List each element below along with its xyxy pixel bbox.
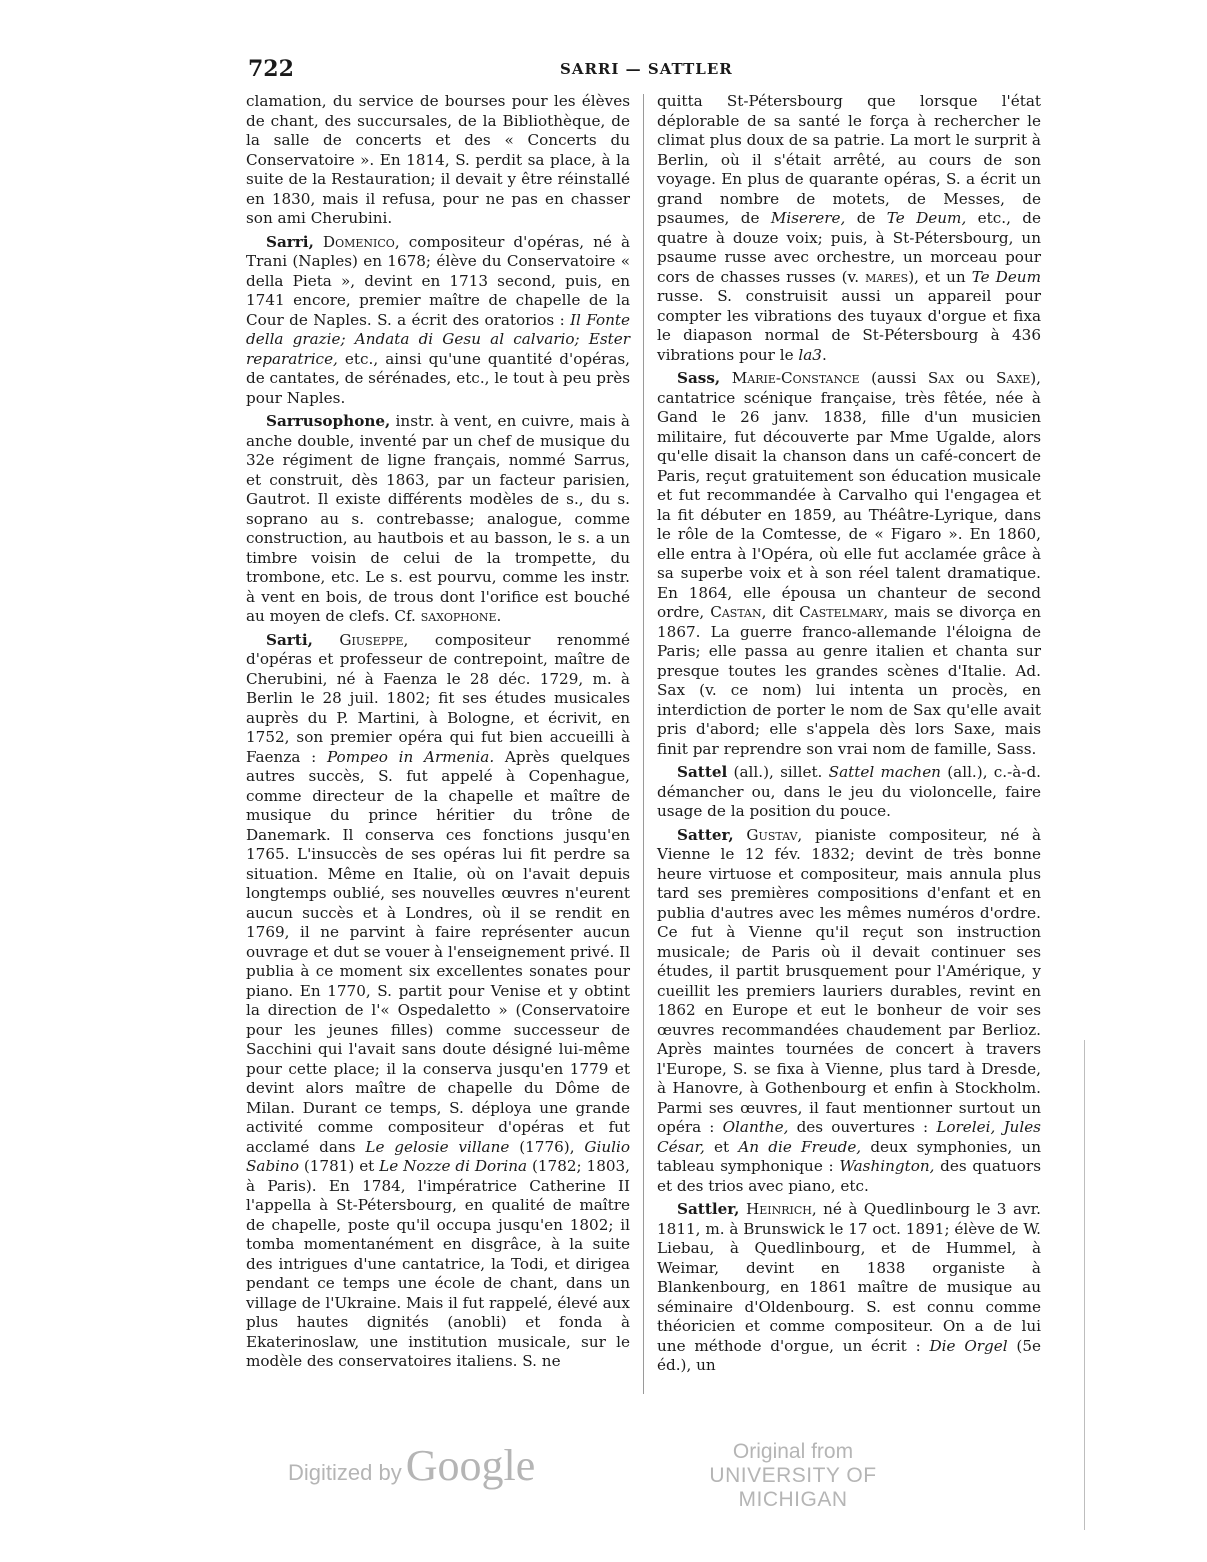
work-title: Washington, (839, 1157, 935, 1175)
running-head: SARRI — SATTLER (560, 60, 733, 78)
term: Sattel machen (828, 763, 941, 781)
entry-text: compositeur d'opéras, né à Trani (Naples) en 1678; élève du Conservatoire « della Pieta », devint en 1713 second, puis, en 1741 encore, premier maître de chapelle de la Cour de Naples. S. a écrit des oratorios : (246, 232, 631, 329)
entry-text: (1781) et (298, 1157, 380, 1175)
right-column (657, 92, 1041, 1380)
work-title: An die Freude, (738, 1137, 862, 1156)
headword: Sarrusophone, (266, 412, 391, 430)
entry-text: , dit (761, 603, 800, 621)
entry-text: pianiste compositeur, né à Vienne le 12 fév. 1832; devint de très bonne heure virtuose et compositeur, mais annula plus tard ses premières compositions d'enfant et en publia d'autres avec les mêmes numéros d'ordre. Ce fut à Vienne qu'il reçut son instruction musicale; de Paris où il devait continuer ses études, il partit brusquement pour l'Amérique, y cueillit les premiers lauriers durables, revint en 1862 en Europe et eut le bonheur de voir ses œuvres recommandées chaudement par Berlioz. Après maintes tournées de concert à travers l'Europe, S. se fixa à Vienne, plus tard à Dresde, à Hanovre, à Gothenbourg et enfin à Stockholm. Parmi ses œuvres, il faut mentionner surtout un opéra : (657, 825, 1042, 1136)
entry-text: (1782; 1803, à Paris). En 1784, l'impératrice Catherine II l'appella à St-Pétersbourg, en qualité de maître de chapelle, poste qu'il occupa jusqu'en 1802; il tomba momentanément en disgrâce, à la suite des intrigues d'une cantatrice, la Todi, et dirigea pendant ce temps une école de chant, dans un village de l'Ukraine. Mais il fut rappelé, élevé aux plus hautes dignités (anobli) et fonda à Ekaterinoslaw, une institution musicale, sur le modèle des conservatoires italiens. S. ne (246, 1157, 631, 1370)
original-from-watermark (668, 1440, 918, 1512)
headword: Sattel (677, 763, 728, 781)
headword: Sarri, (266, 232, 314, 251)
entry-text: etc., ainsi qu'une quantité d'opéras, de cantates, de sérénades, etc., le tout à peu près pour Naples. (246, 349, 630, 407)
entry-text: compositeur renommé d'opéras et professeur de contrepoint, maître de Cherubini, né à Faenza le 28 déc. 1729, m. à Berlin le 28 juil. 1802; fit ses études musicales auprès du P. Martini, à Bologne, et écrivit, en 1752, son premier opéra qui fut bien accueilli à Faenza : (246, 630, 630, 766)
first-name: Heinrich, (745, 1200, 817, 1218)
continued-paragraph (657, 92, 1041, 365)
entry-satter (657, 826, 1041, 1197)
cross-reference: mares (865, 267, 909, 286)
entry-text: , mais se divorça en 1867. La guerre franco-allemande l'éloigna de Paris; elle passa au genre italien et chanta sur presque toutes les grandes scènes d'Italie. Ad. Sax (v. ce nom) lui intenta un procès, en interdiction de porter le nom de Sax qu'elle avait pris d'abord; elle s'appela dès lors Saxe, mais finit par reprendre son vrai nom de famille, Sass. (657, 603, 1042, 758)
work-title: Le gelosie villane (365, 1137, 510, 1156)
work-title: Olanthe, (722, 1118, 789, 1136)
google-logo: Google (405, 1441, 536, 1490)
work-title: Giulio Sabino (246, 1137, 630, 1175)
person-name: Castan (710, 603, 762, 621)
entry-text: (5e éd.), un (657, 1336, 1041, 1374)
headword: Sarti, (266, 630, 313, 649)
entry-sarrusophone (246, 412, 630, 627)
column-divider (643, 94, 644, 1394)
entry-text: (1776), (509, 1137, 585, 1156)
entry-text: né à Quedlinbourg le 3 avr. 1811, m. à Brunswick le 17 oct. 1891; élève de W. Liebau, à Quedlinbourg, et de Hummel, à Weimar, devint en 1838 organiste à Blankenbourg, en 1861 maître de musique au séminaire d'Oldenbourg. S. est connu comme théoricien et comme compositeur. On a de lui une méthode d'orgue, un écrit : (657, 1200, 1042, 1355)
entry-sarti (246, 631, 630, 1372)
entry-text: et (704, 1137, 739, 1156)
person-name: Castelmary (799, 603, 884, 621)
work-title: Te Deum (971, 267, 1041, 286)
work-title: Te Deum, (886, 209, 967, 227)
entry-text: (all.), sillet. (727, 763, 829, 781)
first-name: Marie-Constance (731, 369, 860, 387)
first-name: Gustav, (746, 825, 803, 844)
page-number: 722 (248, 56, 294, 82)
headword: Satter, (677, 825, 734, 844)
continued-paragraph (246, 92, 630, 229)
entry-text: ), cantatrice scénique française, très fêtée, née à Gand le 26 janv. 1838, fille d'un musicien militaire, fut découverte par Mme Ugalde, alors qu'elle disait la chanson dans un café-concert de Paris, reçut gratuitement son éducation musicale et fut recommandée à Carvalho qui l'engagea et la fit débuter en 1859, au Théâtre-Lyrique, dans le rôle de la Comtesse, de « Figaro ». En 1860, elle entra à l'Opéra, où elle fut acclamée grâce à sa superbe voix et à son réel talent dramatique. En 1864, elle épousa un chanteur de second ordre, (657, 369, 1041, 621)
headword: Sattler, (677, 1200, 740, 1218)
entry-text: . (496, 607, 502, 625)
entry-text: des quatuors et des trios avec piano, etc. (657, 1157, 1041, 1195)
entry-text: etc., de quatre à douze voix; puis, à St-Pétersbourg, un psaume russe avec orchestre, un morceau pour cors de chasses russes (v. (657, 209, 1041, 286)
original-from-text: Original from (732, 1440, 854, 1463)
work-title: Lorelei, Jules César, (657, 1118, 1041, 1156)
entry-text: russe. S. construisit aussi un appareil pour compter les vibrations des tuyaux d'orgue et fixa le diapason normal de St-Pétersbourg à 436 vibrations pour le (657, 287, 1041, 364)
entry-text: Après quelques autres succès, S. fut appelé à Copenhague, comme directeur de la chapelle et maître de musique du prince héritier du trône de Danemark. Il conserva ces fonctions jusqu'en 1765. L'insuccès de ses opéras lui fit perdre sa situation. Même en Italie, où on l'avait depuis longtemps oublié, ses nouvelles œuvres n'eurent aucun succès et à Londres, où il se rendit en 1769, il ne parvint à faire représenter aucun ouvrage et dut se vouer à l'enseignement privé. Il publia à ce moment six excellentes sonates pour piano. En 1770, S. partit pour Venise et y obtint la direction de l'« Ospedaletto » (Conservatoire pour les jeunes filles) comme successeur de Sacchini qui l'avait sans doute désigné lui-même pour cette place; il la conserva jusqu'en 1779 et devint alors maître de chapelle du Dôme de Milan. Durant ce temps, S. déploya une grande activité comme compositeur d'opéras et fut acclamé dans (246, 747, 630, 1156)
work-title: Il Fonte della grazie; Andata di Gesu al calvario; Ester reparatrice, (246, 310, 630, 368)
entry-sattler (657, 1200, 1041, 1376)
note-name: la3 (798, 345, 822, 364)
left-column (246, 92, 630, 1376)
work-title: Le Nozze di Dorina (379, 1157, 528, 1175)
work-title: Pompeo in Armenia. (326, 747, 495, 766)
entry-text: . (821, 345, 827, 364)
paragraph-text: clamation, du service de bourses pour les élèves de chant, des succursales, de la Bibliothèque, de la salle de concerts et des « Concerts du Conservatoire ». En 1814, S. perdit sa place, à la suite de la Restauration; il devait y être réinstallé en 1830, mais il refusa, pour ne pas en chasser son ami Cherubini. (246, 92, 630, 227)
cross-reference: saxophone (420, 607, 497, 625)
entry-sarri (246, 233, 630, 409)
entry-sattel (657, 763, 1041, 822)
digitized-by-watermark (288, 1440, 535, 1491)
headword: Sass, (677, 369, 721, 387)
entry-text: ), et un (908, 267, 972, 286)
name-variant: Saxe (996, 369, 1031, 387)
entry-text: des ouvertures : (788, 1118, 937, 1136)
name-variant: Sax (927, 369, 955, 387)
digitized-by-text: Digitized by (288, 1460, 402, 1485)
entry-sass (657, 369, 1041, 759)
entry-text: de (845, 209, 887, 227)
institution-name: UNIVERSITY OF MICHIGAN (709, 1464, 877, 1511)
entry-text: deux symphonies, un tableau symphonique : (657, 1137, 1041, 1175)
first-name: Giuseppe, (339, 630, 409, 649)
page-edge-line (1084, 1040, 1085, 1530)
entry-text: instr. à vent, en cuivre, mais à anche double, inventé par un chef de musique du 32e régiment de ligne français, nommé Sarrus, et construit, dès 1863, par un facteur parisien, Gautrot. Il existe différents modèles de s., du s. soprano au s. contrebasse; analogue, comme construction, au hautbois et au basson, le s. a un timbre voisin de celui de la trompette, du trombone, etc. Le s. est pourvu, comme les instr. à vent en bois, de trous dont l'orifice est bouché au moyen de clefs. Cf. (246, 412, 630, 625)
entry-text: (all.), c.-à-d. démancher ou, dans le jeu du violoncelle, faire usage de la position du pouce. (657, 763, 1041, 820)
entry-text: quitta St-Pétersbourg que lorsque l'état déplorable de sa santé le força à rechercher le climat plus doux de sa patrie. La mort le surprit à Berlin, où il s'était arrêté, au cours de son voyage. En plus de quarante opéras, S. a écrit un grand nombre de motets, de Messes, de psaumes, de (657, 92, 1041, 227)
entry-text: (aussi (859, 369, 928, 387)
work-title: Miserere, (770, 209, 846, 227)
first-name: Domenico, (322, 232, 400, 251)
work-title: Die Orgel (929, 1336, 1008, 1355)
entry-text: ou (954, 369, 997, 387)
